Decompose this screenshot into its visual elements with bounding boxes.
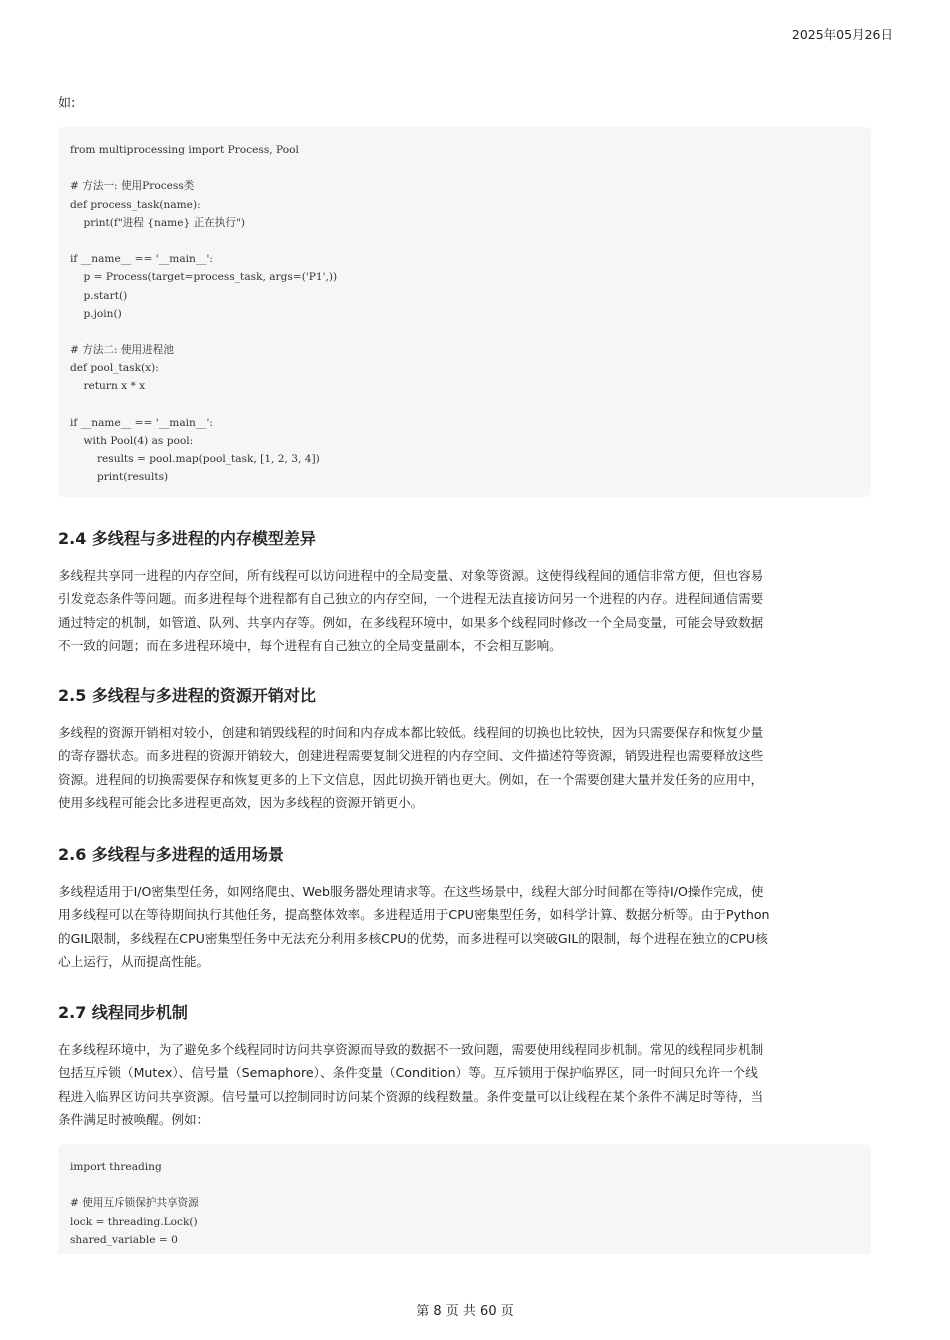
text-line: 心上运行，从而提高性能。 [58, 953, 210, 969]
text-line: 资源。进程间的切换需要保存和恢复更多的上下文信息，因此切换开销也更大。例如，在一个需要创建大量并发任务的应用中， [58, 771, 764, 787]
code-line [70, 159, 859, 177]
code-block-threading [58, 1144, 871, 1254]
code-line: print(results) [70, 471, 169, 484]
text-line: 通过特定的机制，如管道、队列、共享内存等。例如，在多线程环境中，如果多个线程同时修改一个全局变量，可能会导致数据 [58, 614, 764, 630]
text-line: 条件满足时被唤醒。例如： [58, 1111, 210, 1127]
section-body-2-4 [58, 564, 870, 657]
section-title-2-7: 2.7 线程同步机制 [58, 1003, 188, 1022]
code-line: results = pool.map(pool_task, [1, 2, 3, 4]) [70, 453, 320, 466]
code-line [70, 1176, 859, 1194]
code-line: def pool_task(x): [70, 362, 159, 375]
code-line: return x * x [70, 380, 146, 393]
section-title-2-5: 2.5 多线程与多进程的资源开销对比 [58, 686, 316, 705]
code-line: import threading [70, 1161, 162, 1173]
text-line: 的寄存器状态。而多进程的资源开销较大，创建进程需要复制父进程的内存空间、文件描述符等资源，销毁进程也需要释放这些 [58, 748, 764, 764]
text-line: 不一致的问题；而在多进程环境中，每个进程有自己独立的全局变量副本，不会相互影响。 [58, 637, 562, 653]
text-line: 的GIL限制，多线程在CPU密集型任务中无法充分利用多核CPU的优势，而多进程可以突破GIL的限制，每个进程在独立的CPU核 [58, 930, 768, 946]
code-block-multiprocessing [58, 127, 871, 497]
code-line: p = Process(target=process_task, args=('P1',)) [70, 271, 338, 284]
section-title-2-4: 2.4 多线程与多进程的内存模型差异 [58, 529, 316, 548]
code-line: # 方法二: 使用进程池 [70, 344, 174, 357]
page-number: 第 8 页 共 60 页 [416, 1304, 514, 1319]
text-line: 程进入临界区访问共享资源。信号量可以控制同时访问某个资源的线程数量。条件变量可以让线程在某个条件不满足时等待，当 [58, 1088, 764, 1104]
code-line: if __name__ == '__main__': [70, 416, 213, 429]
text-line: 包括互斥锁（Mutex）、信号量（Semaphore）、条件变量（Condition）等。互斥锁用于保护临界区，同一时间只允许一个线 [58, 1065, 758, 1081]
section-body-2-7 [58, 1038, 870, 1131]
code-line: lock = threading.Lock() [70, 1215, 198, 1228]
code-line: from multiprocessing import Process, Pool [70, 144, 299, 156]
code-line: p.start() [70, 289, 128, 302]
section-body-2-6 [58, 880, 870, 973]
section-body-2-5 [58, 721, 870, 814]
code-line: print(f"进程 {name} 正在执行") [70, 216, 245, 229]
code-line: with Pool(4) as pool: [70, 435, 194, 447]
text-line: 多线程共享同一进程的内存空间，所有线程可以访问进程中的全局变量、对象等资源。这使得线程间的通信非常方便，但也容易 [58, 568, 764, 583]
code-line: # 方法一: 使用Process类 [70, 180, 195, 193]
text-line: 多线程适用于I/O密集型任务，如网络爬虫、Web服务器处理请求等。在这些场景中，线程大部分时间都在等待I/O操作完成，使 [58, 884, 764, 899]
text-line: 引发竞态条件等问题。而多进程每个进程都有自己独立的内存空间，一个进程无法直接访问另一个进程的内存。进程间通信需要 [58, 591, 764, 607]
code-line [70, 323, 859, 341]
text-line: 使用多线程可能会比多进程更高效，因为多线程的资源开销更小。 [58, 794, 424, 810]
text-line: 在多线程环境中，为了避免多个线程同时访问共享资源而导致的数据不一致问题，需要使用线程同步机制。常见的线程同步机制 [58, 1042, 764, 1057]
text-line: 用多线程可以在等待期间执行其他任务，提高整体效率。多进程适用于CPU密集型任务，如科学计算、数据分析等。由于Python [58, 907, 770, 923]
code-line: if __name__ == '__main__': [70, 253, 213, 266]
code-line: shared_variable = 0 [70, 1233, 178, 1246]
intro-text: 如: [58, 96, 76, 111]
code-line [70, 396, 859, 414]
section-title-2-6: 2.6 多线程与多进程的适用场景 [58, 845, 284, 864]
code-line: def process_task(name): [70, 198, 201, 211]
text-line: 多线程的资源开销相对较小，创建和销毁线程的时间和内存成本都比较低。线程间的切换也比较快，因为只需要保存和恢复少量 [58, 725, 764, 740]
code-line [70, 232, 859, 250]
code-line: # 使用互斥锁保护共享资源 [70, 1197, 199, 1210]
code-line: p.join() [70, 307, 122, 320]
page-date: 2025年05月26日 [791, 27, 893, 42]
